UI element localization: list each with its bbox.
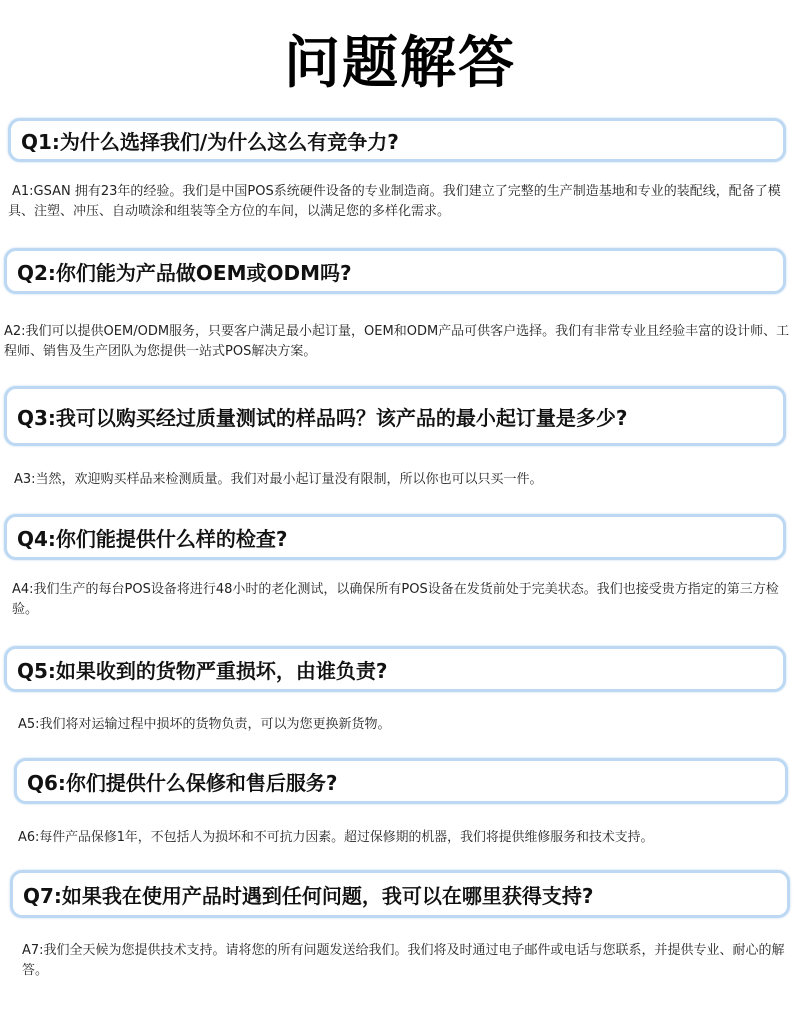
- faq-question-box: [14, 758, 788, 804]
- faq-question-box: [8, 118, 786, 162]
- faq-question-text: Q6:你们提供什么保修和售后服务?: [27, 770, 338, 795]
- faq-question-text: Q2:你们能为产品做OEM或ODM吗?: [17, 260, 352, 285]
- faq-question-text: Q1:为什么选择我们/为什么这么有竞争力?: [21, 129, 399, 154]
- faq-question-box: [10, 870, 790, 918]
- faq-question-box: [4, 386, 786, 446]
- faq-question-text: Q5:如果收到的货物严重损坏，由谁负责?: [17, 658, 388, 683]
- faq-answer-text: A5:我们将对运输过程中损坏的货物负责，可以为您更换新货物。: [18, 717, 391, 732]
- faq-answer-text: A3:当然，欢迎购买样品来检测质量。我们对最小起订量没有限制，所以你也可以只买一件。: [14, 472, 543, 487]
- faq-question-text: Q3:我可以购买经过质量测试的样品吗？该产品的最小起订量是多少?: [17, 405, 628, 430]
- faq-question-box: [4, 646, 786, 692]
- faq-question-box: [4, 514, 786, 560]
- faq-answer-text: A1:GSAN 拥有23年的经验。我们是中国POS系统硬件设备的专业制造商。我们建立了完整的生产制造基地和专业的装配线，配备了模具、注塑、冲压、自动喷涂和组装等全方位的车间，以满足您的多样化需求。: [8, 184, 781, 219]
- faq-answer-text: A7:我们全天候为您提供技术支持。请将您的所有问题发送给我们。我们将及时通过电子邮件或电话与您联系，并提供专业、耐心的解答。: [22, 943, 785, 978]
- faq-answer-text: A2:我们可以提供OEM/ODM服务，只要客户满足最小起订量，OEM和ODM产品可供客户选择。我们有非常专业且经验丰富的设计师、工程师、销售及生产团队为您提供一站式POS解决方案。: [4, 324, 790, 359]
- faq-question-text: Q4:你们能提供什么样的检查?: [17, 526, 288, 551]
- faq-question-text: Q7:如果我在使用产品时遇到任何问题，我可以在哪里获得支持?: [23, 883, 594, 908]
- faq-answer-text: A6:每件产品保修1年，不包括人为损坏和不可抗力因素。超过保修期的机器，我们将提供维修服务和技术支持。: [18, 830, 654, 845]
- faq-answer-text: A4:我们生产的每台POS设备将进行48小时的老化测试，以确保所有POS设备在发货前处于完美状态。我们也接受贵方指定的第三方检验。: [12, 582, 779, 617]
- page-title: 问题解答: [284, 31, 516, 96]
- faq-question-box: [4, 248, 786, 294]
